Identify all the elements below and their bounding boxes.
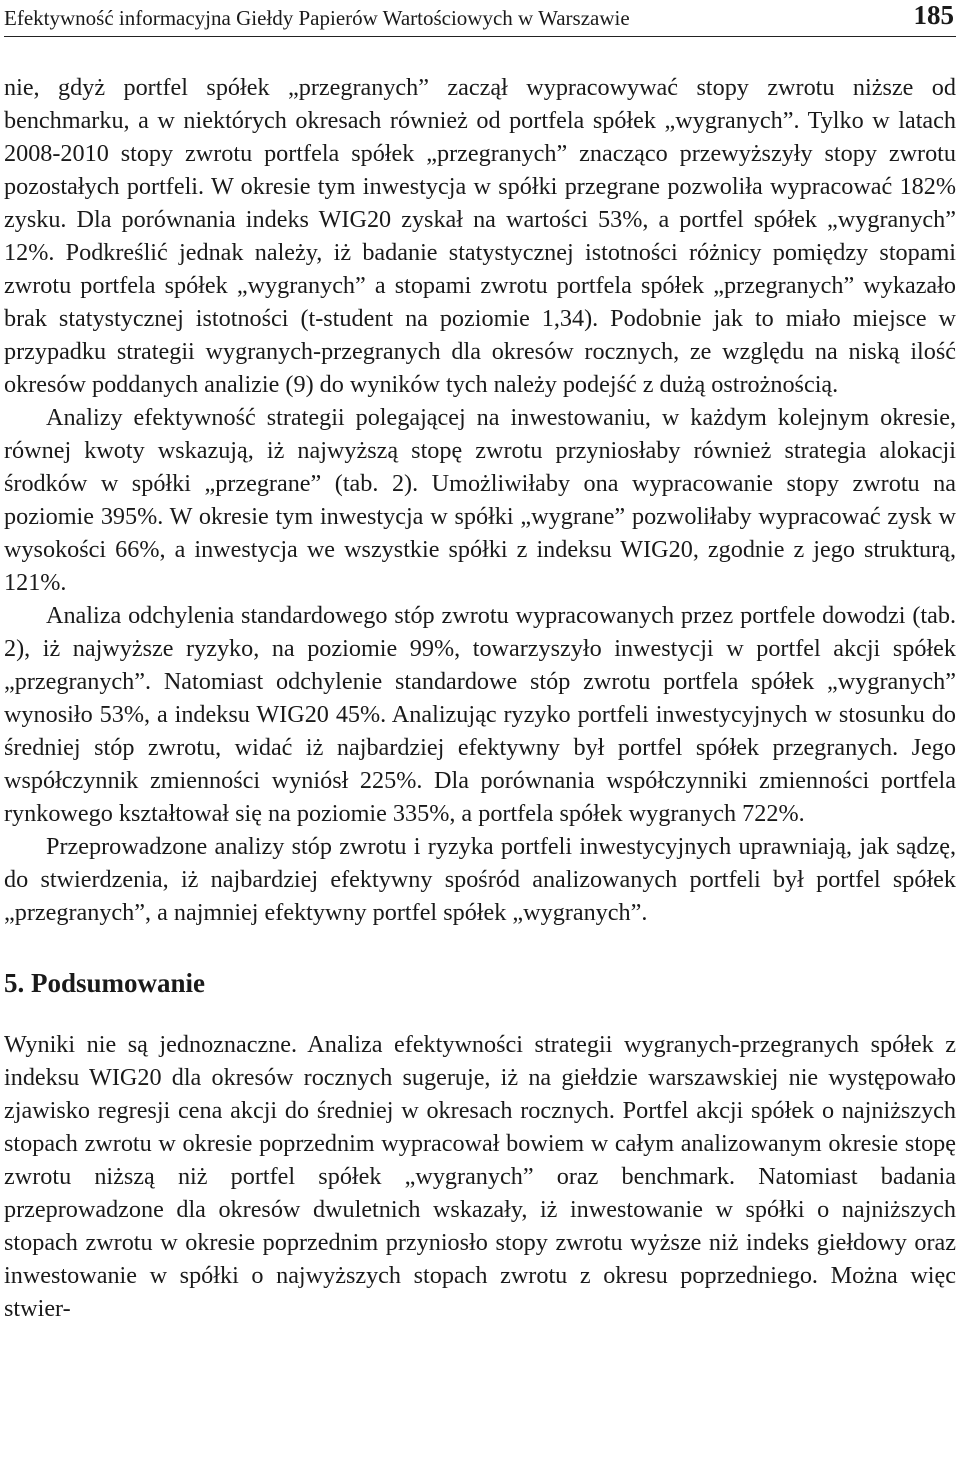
paragraph-risk-analysis: Analiza odchylenia standardowego stóp zwrotu wypracowanych przez portfele dowodzi (tab. 2), iż najwyższe ryzyko, na poziomie 99%, towarzyszyło inwestycji w portfel akcji spółek „przegranych”. Natomiast odchylenie standardowe stóp zwrotu portfela spółek „wygranych” wynosiło 53%, a indeksu WIG20 45%. Analizując ryzyko portfeli inwestycyjnych w stosunku do średniej stóp zwrotu, widać iż najbardziej efektywny był portfel spółek przegranych. Jego współczynnik zmienności wyniósł 225%. Dla porównania współczynniki zmienności portfela rynkowego kształtował się na poziomie 335%, a portfela spółek wygranych 722%. [4, 602, 956, 827]
paragraph-conclusion: Przeprowadzone analizy stóp zwrotu i ryzyka portfeli inwestycyjnych uprawniają, jak sądzę, do stwierdzenia, iż najbardziej efektywny spośród analizowanych portfeli był portfel spółek „przegranych”, a najmniej efektywny portfel spółek „wygranych”. [4, 833, 956, 926]
paragraph-continuation: nie, gdyż portfel spółek „przegranych” zaczął wypracowywać stopy zwrotu niższe od benchmarku, a w niektórych okresach również od portfela spółek „wygranych”. Tylko w latach 2008-2010 stopy zwrotu portfela spółek „przegranych” znacząco przewyższyły stopy zwrotu pozostałych portfeli. W okresie tym inwestycja w spółki przegrane pozwoliła wypracować 182% zysku. Dla porównania indeks WIG20 zyskał na wartości 53%, a portfel spółek „wygranych” 12%. Podkreślić jednak należy, iż badanie statystycznej istotności różnicy pomiędzy stopami zwrotu portfela spółek „wygranych” a stopami zwrotu portfela spółek „przegranych” wykazało brak statystycznej istotności (t-student na poziomie 1,34). Podobnie jak to miało miejsce w przypadku strategii wygranych-przegranych dla okresów rocznych, ze względu na niską ilość okresów poddanych analizie (9) do wyników tych należy podejść z dużą ostrożnością. [4, 74, 956, 398]
paragraph-summary: Wyniki nie są jednoznaczne. Analiza efektywności strategii wygranych-przegranych spółek z indeksu WIG20 dla okresów rocznych sugeruje, iż na giełdzie warszawskiej nie występowało zjawisko regresji cena akcji do średniej w okresach rocznych. Portfel akcji spółek o najniższych stopach zwrotu w okresie poprzednim wypracował bowiem w całym analizowanym okresie stopę zwrotu niższą niż portfel spółek „wygranych” oraz benchmark. Natomiast badania przeprowadzone dla okresów dwuletnich wskazały, iż inwestowanie w spółki o najniższych stopach zwrotu w okresie poprzednim przyniosło stopy zwrotu wyższe niż indeks giełdowy oraz inwestowanie w spółki o najwyższych stopach zwrotu z okresu poprzedniego. Można więc stwier- [4, 1031, 956, 1322]
page-number: 185 [913, 0, 954, 30]
body-text [4, 71, 956, 1325]
document-page [4, 0, 956, 1325]
section-heading-summary: 5. Podsumowanie [4, 968, 206, 998]
paragraph-equal-allocation: Analizy efektywność strategii polegającej na inwestowaniu, w każdym kolejnym okresie, równej kwoty wskazują, iż najwyższą stopę zwrotu przyniosłaby również strategia alokacji środków w spółki „przegrane” (tab. 2). Umożliwiłaby ona wypracowanie stopy zwrotu na poziomie 395%. W okresie tym inwestycja w spółki „wygrane” pozwoliłaby wypracować zysk w wysokości 66%, a inwestycja we wszystkie spółki z indeksu WIG20, zgodnie z jego strukturą, 121%. [4, 404, 956, 596]
running-header [4, 0, 956, 37]
running-header-title: Efektywność informacyjna Giełdy Papierów Wartościowych w Warszawie [4, 6, 630, 30]
